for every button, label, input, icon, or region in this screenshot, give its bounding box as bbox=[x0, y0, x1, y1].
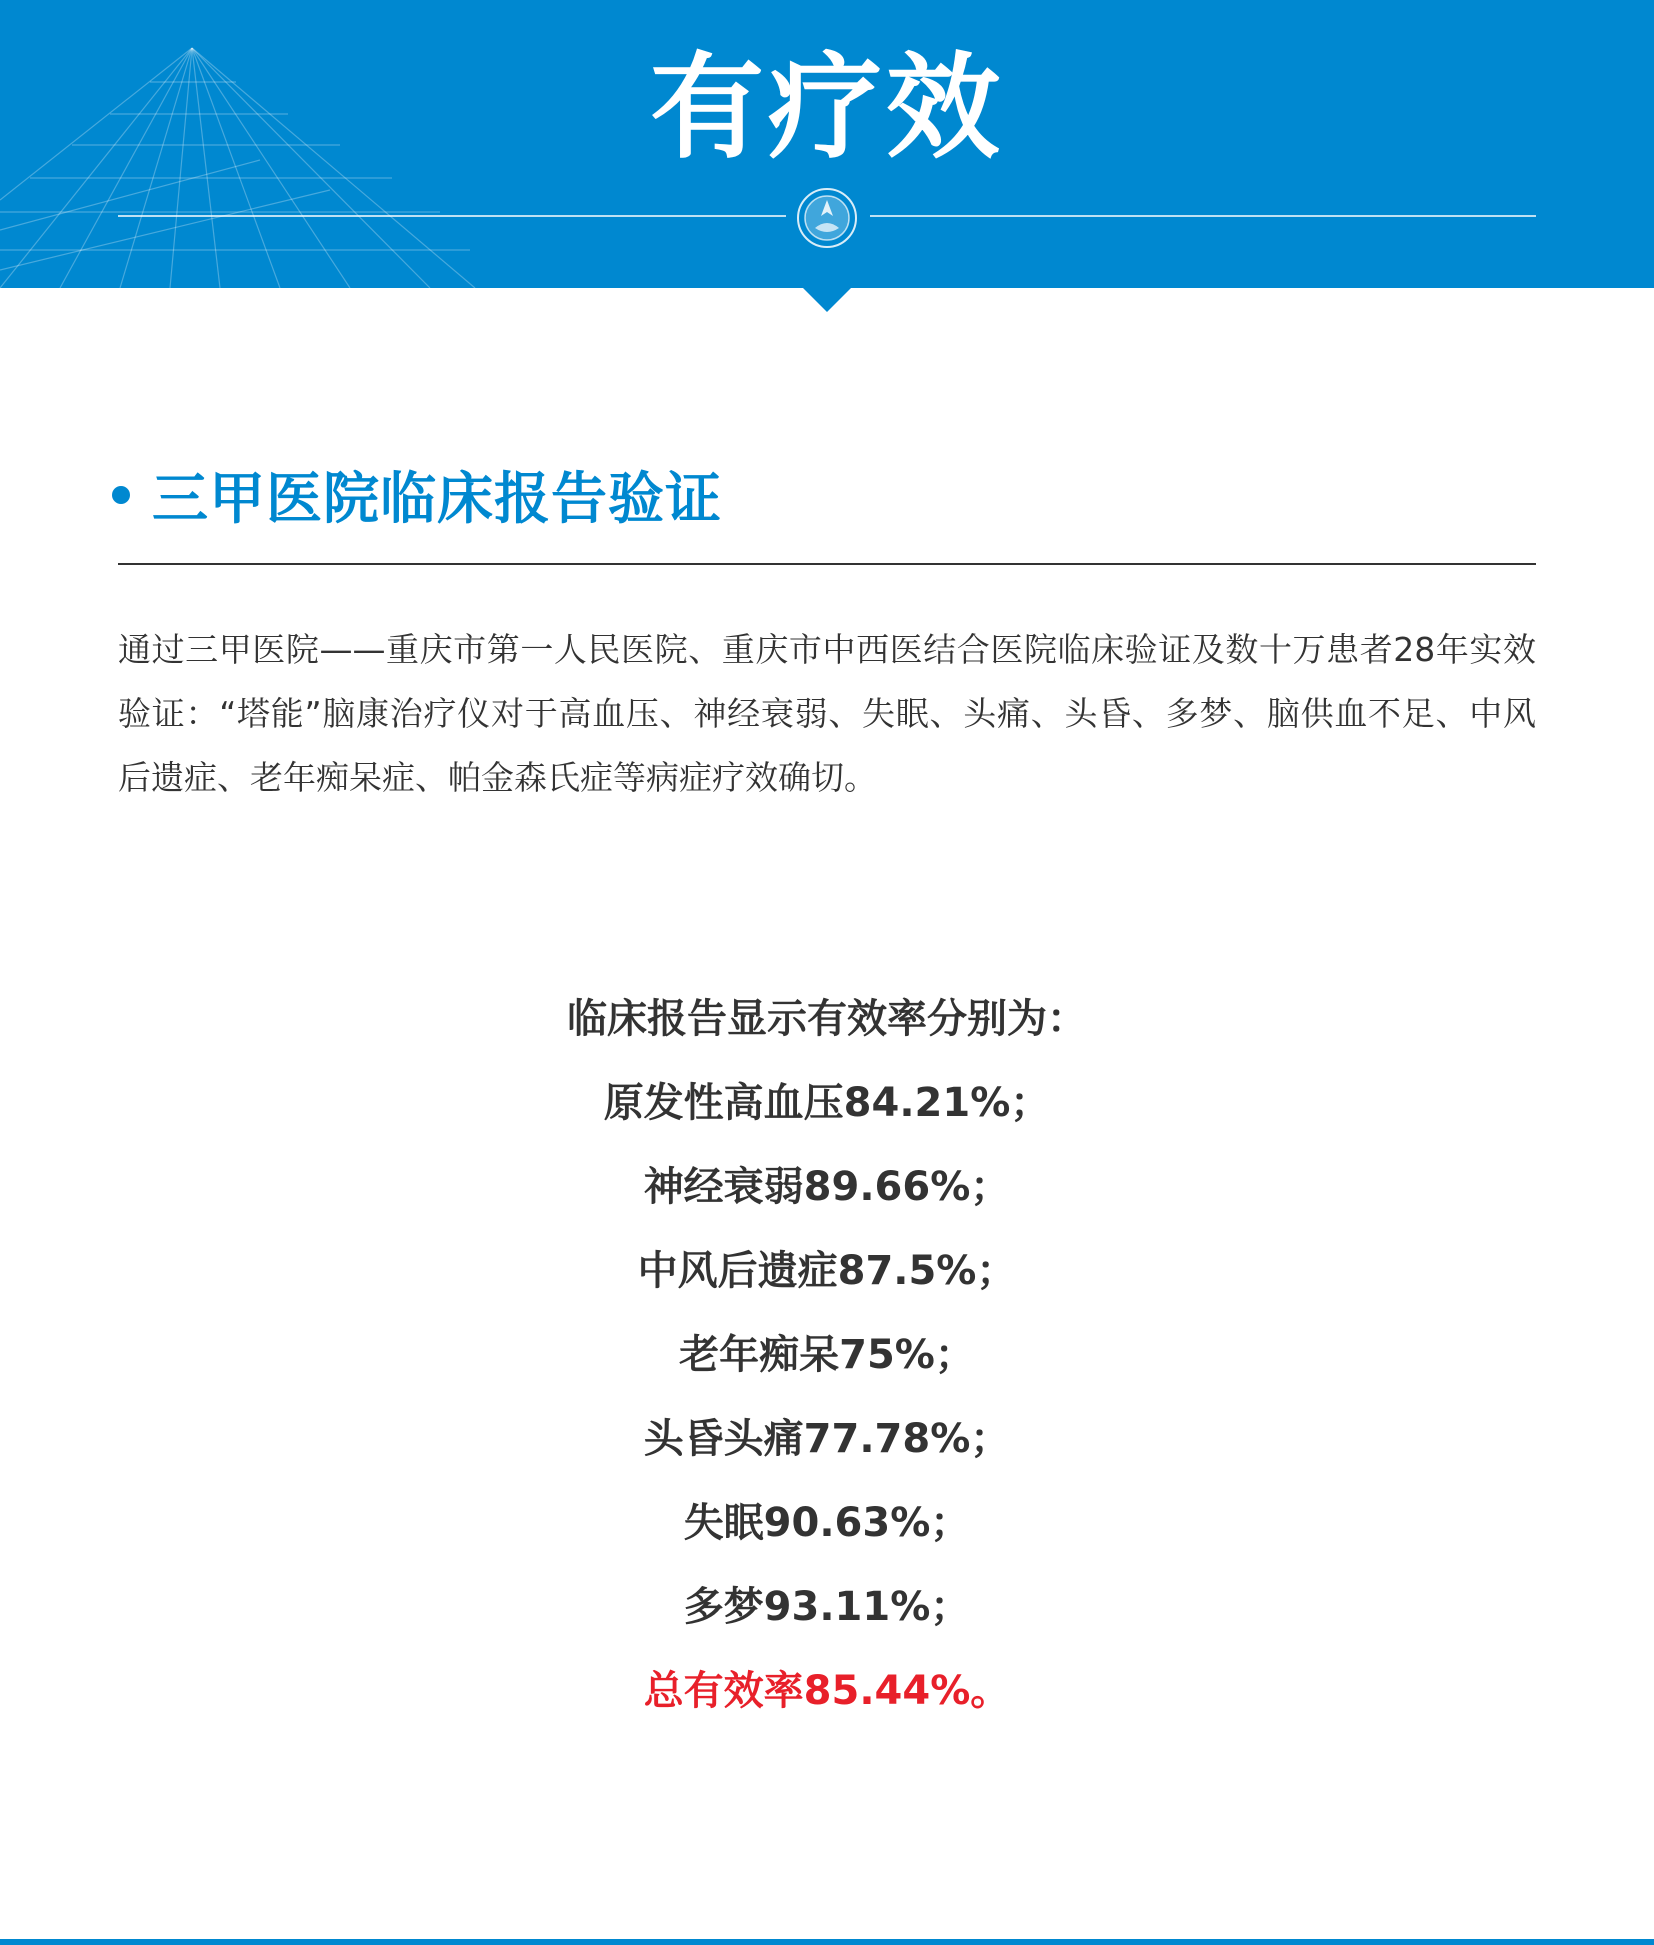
intro-paragraph: 通过三甲医院——重庆市第一人民医院、重庆市中西医结合医院临床验证及数十万患者28年实效验证：“塔能”脑康治疗仪对于高血压、神经衰弱、失眠、头痛、头昏、多梦、脑供血不足、中风后遗症、老年痴呆症、帕金森氏症等病症疗效确切。 bbox=[118, 630, 1536, 797]
stat-item: 原发性高血压84.21%； bbox=[603, 1080, 1051, 1126]
header-divider-left bbox=[118, 215, 786, 217]
stat-item: 神经衰弱89.66%； bbox=[643, 1164, 1011, 1210]
stat-item: 老年痴呆75%； bbox=[679, 1332, 975, 1378]
stat-item: 多梦93.11%； bbox=[683, 1584, 971, 1630]
stat-total: 总有效率85.44%。 bbox=[643, 1668, 1011, 1714]
stat-item: 失眠90.63%； bbox=[683, 1500, 971, 1546]
section-divider bbox=[118, 563, 1536, 565]
header-divider-right bbox=[870, 215, 1536, 217]
bottom-bar bbox=[0, 1939, 1654, 1945]
bullet-icon bbox=[112, 486, 130, 504]
header-banner bbox=[0, 0, 1654, 288]
emblem-icon bbox=[795, 186, 859, 250]
page-title: 有疗效 bbox=[649, 41, 1004, 174]
section-heading bbox=[112, 460, 722, 530]
stats-heading: 临床报告显示有效率分别为： bbox=[567, 996, 1087, 1042]
header-pointer bbox=[803, 288, 851, 312]
stat-item: 头昏头痛77.78%； bbox=[643, 1416, 1011, 1462]
efficacy-stats bbox=[0, 977, 1654, 1733]
stat-item: 中风后遗症87.5%； bbox=[637, 1248, 1017, 1294]
section-title: 三甲医院临床报告验证 bbox=[152, 467, 722, 532]
